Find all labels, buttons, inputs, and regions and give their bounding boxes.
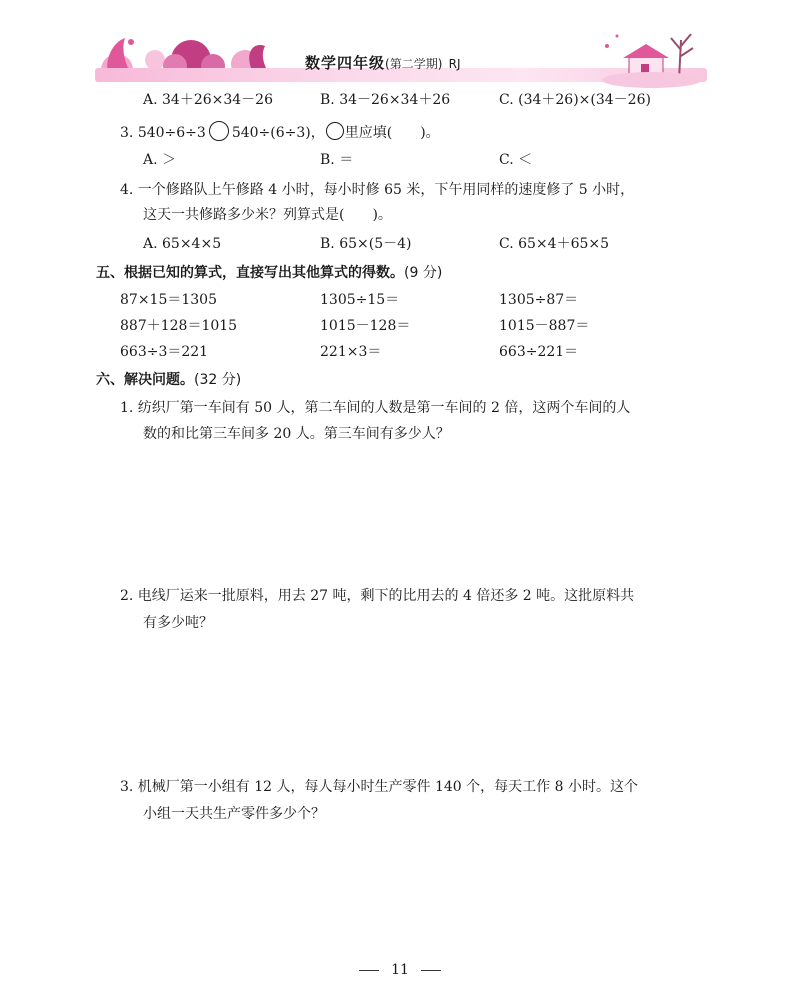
problem-1-line-2: 数的和比第三车间多 20 人。第三车间有多少人？ [143, 426, 450, 442]
problem-2-line-1: 2. 电线厂运来一批原料，用去 27 吨，剩下的比用去的 4 倍还多 2 吨。这批原料共 [120, 588, 635, 604]
s5-r2-c2: 1015－128＝ [320, 318, 411, 334]
house-tree-decoration-icon [597, 20, 707, 90]
problem-2-line-2: 有多少吨？ [143, 615, 213, 631]
title-subtitle: (第二学期) [385, 57, 443, 71]
section-5-title: 五、根据已知的算式，直接写出其他算式的得数。 [96, 265, 404, 281]
page-title [305, 52, 461, 73]
q3-option-c: C. ＜ [499, 152, 533, 168]
q4-option-b: B. 65×(5－4) [320, 236, 412, 252]
page-footer [0, 962, 800, 978]
s5-r1-c3: 1305÷87＝ [499, 292, 579, 308]
footer-dash-left [359, 970, 379, 971]
q2-option-c: C. (34＋26)×(34－26) [499, 92, 651, 108]
section-6-points: (32 分) [194, 372, 242, 388]
problem-3-line-1: 3. 机械厂第一小组有 12 人，每人每小时生产零件 140 个，每天工作 8 小时。这个 [120, 779, 638, 795]
q3-left: 540÷6÷3 [137, 125, 206, 141]
s5-r3-c1: 663÷3＝221 [120, 344, 209, 360]
q3-option-a: A. ＞ [143, 152, 177, 168]
q2-option-b: B. 34－26×34＋26 [320, 92, 451, 108]
page-number: 11 [391, 962, 409, 978]
compare-circle-icon [209, 121, 229, 141]
q4-option-c: C. 65×4＋65×5 [499, 236, 610, 252]
s5-r2-c3: 1015－887＝ [499, 318, 590, 334]
q3-right: 540÷(6÷3)， [231, 125, 325, 141]
section-6-heading [96, 369, 241, 389]
section-5-points: (9 分) [404, 265, 443, 281]
s5-r3-c3: 663÷221＝ [499, 344, 579, 360]
title-edition: RJ [448, 57, 461, 71]
problem-1-line-1: 1. 纺织厂第一车间有 50 人，第二车间的人数是第一车间的 2 倍，这两个车间的人 [120, 400, 631, 416]
q3-stem [120, 121, 440, 142]
section-6-title: 六、解决问题。 [96, 372, 194, 388]
s5-r3-c2: 221×3＝ [320, 344, 382, 360]
section-5-heading [96, 262, 442, 282]
compare-circle-small-icon [326, 122, 344, 140]
footer-dash-right [421, 970, 441, 971]
q3-option-b: B. ＝ [320, 152, 354, 168]
q3-number: 3. [120, 125, 134, 141]
title-main: 数学四年级 [305, 54, 386, 72]
s5-r1-c1: 87×15＝1305 [120, 292, 217, 308]
q2-option-a: A. 34＋26×34－26 [143, 92, 273, 108]
q4-line-2: 这天一共修路多少米？列算式是( )。 [143, 207, 392, 223]
q3-tail: 里应填( )。 [344, 125, 440, 141]
page-header [95, 20, 707, 92]
q4-option-a: A. 65×4×5 [143, 236, 222, 252]
s5-r1-c2: 1305÷15＝ [320, 292, 400, 308]
q4-line-1: 4. 一个修路队上午修路 4 小时，每小时修 65 米，下午用同样的速度修了 5 小时， [120, 182, 635, 198]
problem-3-line-2: 小组一天共生产零件多少个？ [143, 806, 325, 822]
s5-r2-c1: 887＋128＝1015 [120, 318, 238, 334]
